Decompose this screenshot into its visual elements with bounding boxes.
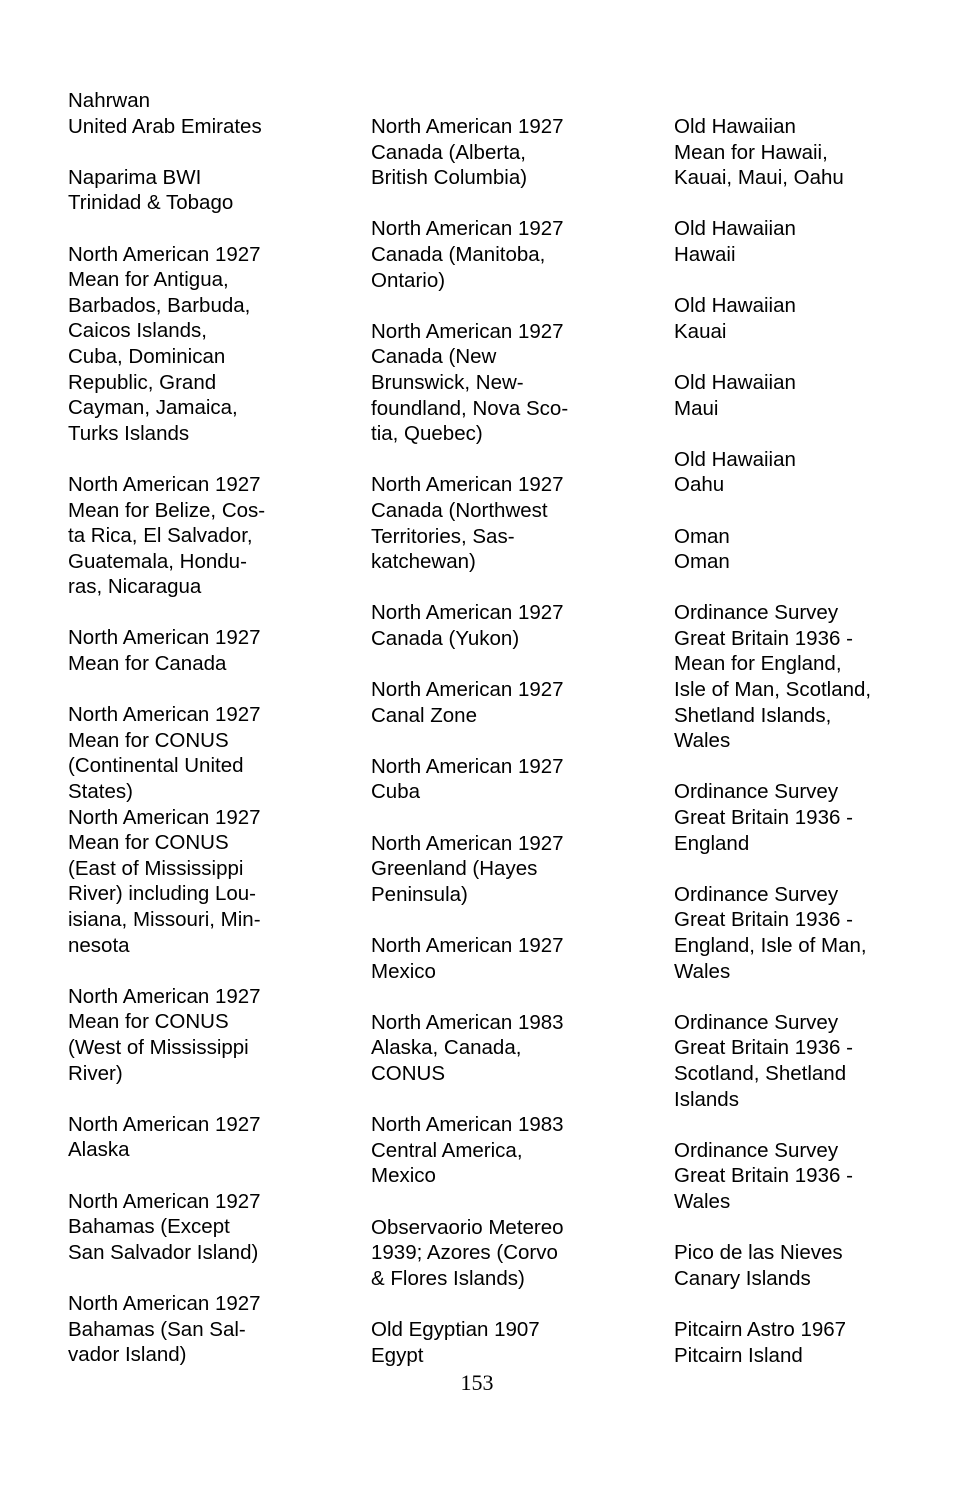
entry-line: States) bbox=[68, 780, 133, 804]
entry-line: North American 1927 bbox=[371, 319, 564, 343]
entry-line: Hawaii bbox=[674, 242, 736, 266]
entry-line: Egypt bbox=[371, 1343, 424, 1367]
entry-line: Ordinance Survey bbox=[674, 780, 839, 804]
entry-line: North American 1927 bbox=[68, 1291, 261, 1315]
entry-line: Mean for Hawaii, bbox=[674, 140, 828, 164]
entry-line: Kauai, Maui, Oahu bbox=[674, 166, 844, 190]
entry-line: Wales bbox=[674, 1189, 731, 1213]
entry-line: North American 1927 bbox=[371, 678, 564, 702]
entry-line: Kauai bbox=[674, 319, 727, 343]
entry-line: Pitcairn Astro 1967 bbox=[674, 1317, 847, 1341]
entry-line: North American 1983 bbox=[371, 1113, 564, 1137]
entry-line: Great Britain 1936 - bbox=[674, 1164, 853, 1188]
entry-line: katchewan) bbox=[371, 550, 476, 574]
entry-line: Canada (Northwest bbox=[371, 498, 548, 522]
entry-line: Turks Islands bbox=[68, 421, 190, 445]
entry-line: Mean for CONUS bbox=[68, 1010, 229, 1034]
entry-line: Ordinance Survey bbox=[674, 601, 839, 625]
entry-line: Mean for Canada bbox=[68, 652, 227, 676]
entry-line: Bahamas (San Sal- bbox=[68, 1317, 246, 1341]
entry-line: Guatemala, Hondu- bbox=[68, 549, 247, 573]
entry-line: Cuba bbox=[371, 780, 421, 804]
datum-entry bbox=[674, 600, 924, 754]
column-3 bbox=[674, 114, 924, 1394]
entry-line: Wales bbox=[674, 959, 731, 983]
datum-entry bbox=[674, 1317, 924, 1368]
entry-line: North American 1927 bbox=[371, 115, 564, 138]
entry-line: North American 1927 bbox=[68, 805, 261, 829]
entry-line: Ordinance Survey bbox=[674, 1138, 839, 1162]
entry-line: tia, Quebec) bbox=[371, 422, 483, 446]
entry-line: North American 1927 bbox=[371, 754, 564, 778]
entry-line: Peninsula) bbox=[371, 882, 468, 906]
entry-line: Naparima BWI bbox=[68, 165, 202, 189]
entry-line: Cayman, Jamaica, bbox=[68, 396, 238, 420]
entry-line: British Columbia) bbox=[371, 166, 528, 190]
entry-line: 1939; Azores (Corvo bbox=[371, 1241, 558, 1265]
entry-line: San Salvador Island) bbox=[68, 1240, 259, 1264]
entry-line: Old Hawaiian bbox=[674, 294, 796, 318]
datum-entry bbox=[371, 216, 621, 293]
entry-line: North American 1927 bbox=[371, 934, 564, 957]
entry-line: North American 1927 bbox=[68, 984, 261, 1008]
column-1 bbox=[68, 88, 318, 1393]
datum-entry bbox=[68, 1189, 318, 1266]
entry-line: Cuba, Dominican bbox=[68, 344, 226, 368]
entry-line: Nahrwan bbox=[68, 89, 151, 112]
entry-line: Caicos Islands, bbox=[68, 319, 208, 343]
entry-line: ta Rica, El Salvador, bbox=[68, 524, 253, 548]
datum-entry bbox=[371, 472, 621, 574]
page-number: 153 bbox=[460, 1370, 494, 1395]
entry-line: Old Hawaiian bbox=[674, 447, 796, 471]
entry-line: North American 1927 bbox=[68, 626, 261, 650]
entry-line: Wales bbox=[674, 729, 731, 753]
entry-line: North American 1927 bbox=[68, 242, 261, 266]
entry-line: England, Isle of Man, bbox=[674, 934, 867, 957]
datum-entry bbox=[371, 1215, 621, 1292]
entry-line: River) bbox=[68, 1061, 123, 1085]
entry-line: Brunswick, New- bbox=[371, 370, 524, 394]
entry-line: Old Hawaiian bbox=[674, 115, 796, 138]
datum-entry bbox=[371, 754, 621, 805]
entry-line: North American 1927 bbox=[371, 601, 564, 625]
entry-line: Greenland (Hayes bbox=[371, 857, 538, 881]
datum-entry bbox=[371, 319, 621, 447]
datum-entry bbox=[371, 933, 621, 984]
entry-line: England bbox=[674, 831, 750, 855]
entry-line: North American 1927 bbox=[68, 1112, 261, 1136]
entry-line: Maui bbox=[674, 396, 719, 420]
entry-line: Shetland Islands, bbox=[674, 703, 832, 727]
entry-line: Mean for CONUS bbox=[68, 831, 229, 855]
datum-entry bbox=[371, 1112, 621, 1189]
entry-line: Alaska bbox=[68, 1138, 130, 1162]
datum-entry bbox=[371, 114, 621, 191]
entry-line: Islands bbox=[674, 1087, 739, 1111]
datum-entry bbox=[371, 831, 621, 908]
datum-entry bbox=[68, 1291, 318, 1368]
datum-entry bbox=[68, 984, 318, 1086]
entry-line: ras, Nicaragua bbox=[68, 575, 202, 599]
datum-entry bbox=[674, 779, 924, 856]
datum-entry bbox=[371, 600, 621, 651]
entry-line: Central America, bbox=[371, 1138, 523, 1162]
datum-entry bbox=[674, 216, 924, 267]
datum-entry bbox=[674, 114, 924, 191]
entry-line: vador Island) bbox=[68, 1343, 187, 1367]
entry-line: Old Hawaiian bbox=[674, 217, 796, 241]
entry-line: Oman bbox=[674, 550, 730, 574]
entry-line: Mean for England, bbox=[674, 652, 842, 676]
datum-entry bbox=[674, 293, 924, 344]
entry-line: Observaorio Metereo bbox=[371, 1215, 564, 1239]
entry-line: Canada (Alberta, bbox=[371, 140, 526, 164]
entry-line: nesota bbox=[68, 933, 130, 957]
entry-line: North American 1983 bbox=[371, 1010, 564, 1034]
entry-line: Scotland, Shetland bbox=[674, 1061, 847, 1085]
datum-entry bbox=[68, 625, 318, 676]
entry-line: (East of Mississippi bbox=[68, 856, 244, 880]
entry-line: Oahu bbox=[674, 473, 725, 497]
datum-entry bbox=[68, 242, 318, 447]
column-2 bbox=[371, 114, 621, 1394]
datum-entry bbox=[68, 88, 318, 139]
entry-line: Ordinance Survey bbox=[674, 1010, 839, 1034]
entry-line: Great Britain 1936 - bbox=[674, 626, 853, 650]
entry-line: North American 1927 bbox=[371, 831, 564, 855]
entry-line: Great Britain 1936 - bbox=[674, 908, 853, 932]
entry-line: Pico de las Nieves bbox=[674, 1241, 843, 1265]
entry-line: Republic, Grand bbox=[68, 370, 217, 394]
entry-line: Canary Islands bbox=[674, 1266, 811, 1290]
entry-line: Mexico bbox=[371, 959, 436, 983]
entry-line: Old Hawaiian bbox=[674, 370, 796, 394]
entry-line: Canada (Yukon) bbox=[371, 626, 520, 650]
entry-line: Ordinance Survey bbox=[674, 882, 839, 906]
entry-line: Mean for Belize, Cos- bbox=[68, 498, 266, 522]
entry-line: Bahamas (Except bbox=[68, 1215, 230, 1239]
datum-entry bbox=[371, 677, 621, 728]
entry-line: North American 1927 bbox=[68, 1189, 261, 1213]
datum-entry bbox=[674, 882, 924, 984]
entry-line: North American 1927 bbox=[371, 217, 564, 241]
entry-line: Great Britain 1936 - bbox=[674, 806, 853, 830]
datum-entry bbox=[674, 1010, 924, 1112]
datum-entry bbox=[674, 1240, 924, 1291]
entry-line: River) including Lou- bbox=[68, 882, 257, 906]
entry-line: Isle of Man, Scotland, bbox=[674, 678, 872, 702]
entry-line: United Arab Emirates bbox=[68, 114, 262, 138]
entry-line: Canada (New bbox=[371, 345, 497, 369]
entry-line: Pitcairn Island bbox=[674, 1343, 803, 1367]
datum-entry bbox=[371, 1317, 621, 1368]
entry-line: North American 1927 bbox=[68, 703, 261, 727]
entry-line: Barbados, Barbuda, bbox=[68, 293, 251, 317]
entry-line: foundland, Nova Sco- bbox=[371, 396, 569, 420]
datum-entry bbox=[68, 702, 318, 804]
datum-entry bbox=[674, 447, 924, 498]
datum-entry bbox=[371, 1010, 621, 1087]
entry-line: Territories, Sas- bbox=[371, 524, 515, 548]
datum-entry bbox=[68, 805, 318, 959]
datum-entry bbox=[68, 1112, 318, 1163]
entry-line: Old Egyptian 1907 bbox=[371, 1317, 540, 1341]
entry-line: Mean for Antigua, bbox=[68, 268, 229, 292]
entry-line: Great Britain 1936 - bbox=[674, 1036, 853, 1060]
entry-line: Mexico bbox=[371, 1164, 436, 1188]
entry-line: North American 1927 bbox=[68, 472, 261, 496]
datum-entry bbox=[674, 524, 924, 575]
entry-line: CONUS bbox=[371, 1061, 446, 1085]
datum-entry bbox=[674, 370, 924, 421]
entry-line: Canada (Manitoba, bbox=[371, 242, 546, 266]
entry-line: Trinidad & Tobago bbox=[68, 191, 234, 215]
entry-line: & Flores Islands) bbox=[371, 1266, 525, 1290]
entry-line: Alaska, Canada, bbox=[371, 1036, 522, 1060]
entry-line: Canal Zone bbox=[371, 703, 477, 727]
datum-entry bbox=[68, 472, 318, 600]
entry-line: Mean for CONUS bbox=[68, 728, 229, 752]
entry-line: isiana, Missouri, Min- bbox=[68, 908, 261, 931]
datum-entry bbox=[68, 165, 318, 216]
entry-line: (West of Mississippi bbox=[68, 1035, 249, 1059]
entry-line: Ontario) bbox=[371, 268, 446, 292]
entry-line: Oman bbox=[674, 524, 730, 548]
entry-line: North American 1927 bbox=[371, 473, 564, 497]
datum-entry bbox=[674, 1138, 924, 1215]
entry-line: (Continental United bbox=[68, 754, 244, 778]
